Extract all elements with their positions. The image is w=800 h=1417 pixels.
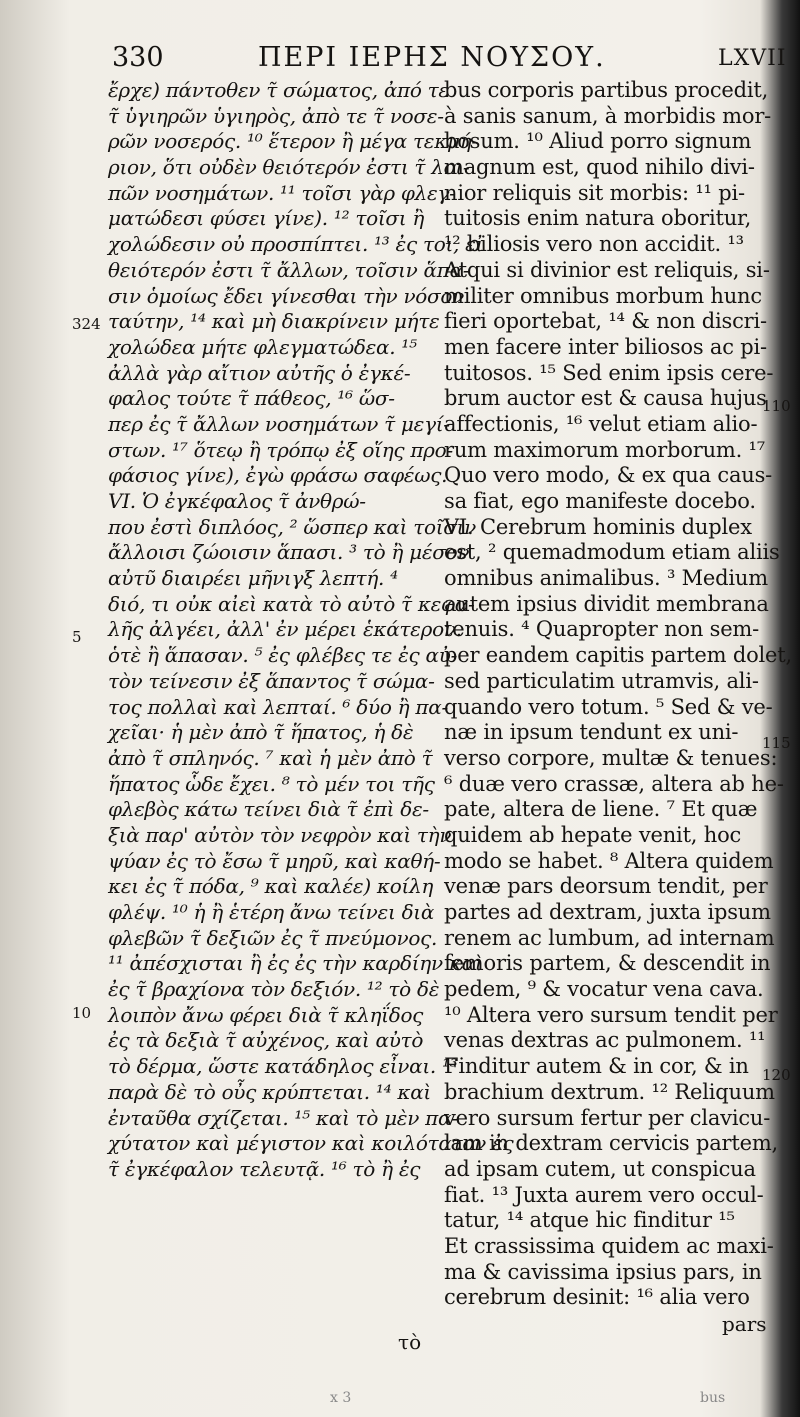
latin-text-line: à sanis sanum, à morbidis mor- — [444, 103, 772, 128]
latin-text-line: quando vero totum. ⁵ Sed & ve- — [444, 694, 773, 719]
greek-text-line: λοιπὸν ἄνω φέρει διὰ τ̃ κληΐδος — [108, 1002, 424, 1027]
greek-text-line: κει ἐς τ̃ πόδα, ⁹ καὶ καλέε) κοίλη — [108, 874, 434, 899]
section-mark: LXVII — [718, 46, 787, 71]
greek-text-line: φλεβὸς κάτω τείνει διὰ τ̃ ἐπὶ δε- — [108, 797, 429, 822]
page-header — [0, 42, 787, 78]
latin-text-line: ma & cavissima ipsius pars, in — [444, 1259, 762, 1284]
latin-text-line: tenuis. ⁴ Quapropter non sem- — [444, 617, 760, 642]
latin-text-line: Et crassissima quidem ac maxi- — [444, 1233, 774, 1258]
latin-text-line: sed particulatim utramvis, ali- — [444, 668, 759, 693]
latin-text-line: autem ipsius dividit membrana — [444, 591, 769, 616]
greek-text-line: φλεβῶν τ̃ δεξιῶν ἐς τ̃ πνεύμονος. — [108, 925, 438, 950]
latin-text-line: fieri oportebat, ¹⁴ & non discri- — [444, 309, 767, 334]
latin-catchword: pars — [722, 1312, 767, 1336]
latin-text-line: lam in dextram cervicis partem, — [444, 1131, 779, 1156]
greek-text-line: φαλος τούτε τ̃ πάθεος, ¹⁶ ὥσ- — [108, 386, 395, 411]
greek-catchword: τὸ — [398, 1330, 422, 1354]
greek-text-line: πῶν νοσημάτων. ¹¹ τοῖσι γὰρ φλεγ- — [108, 180, 456, 205]
margin-number: 10 — [72, 1004, 92, 1022]
greek-text-line: που ἐστὶ διπλόος, ² ὥσπερ καὶ τοῖσιν — [108, 514, 476, 539]
margin-number: 110 — [762, 397, 791, 415]
latin-text-line: femoris partem, & descendit in — [444, 951, 771, 976]
greek-text-line: ¹¹ ἀπέσχισται ἢ ἐς ἐς τὴν καρδίην καὶ — [108, 951, 483, 976]
page-number: 330 — [112, 42, 164, 73]
latin-text-line: bus corporis partibus procedit, — [444, 78, 769, 102]
bleed-text: bus — [700, 1390, 726, 1406]
greek-text-line: τὸν τείνεσιν ἐξ ἅπαντος τ̃ σώμα- — [108, 668, 435, 693]
greek-text-line: σιν ὁμοίως ἔδει γίνεσθαι τὴν νόσον — [108, 283, 465, 308]
latin-text-line: ¹⁰ Altera vero sursum tendit per — [444, 1002, 778, 1027]
latin-text-line: tuitosis enim natura oboritur, — [444, 206, 752, 231]
margin-number: 324 — [72, 315, 101, 333]
latin-text-line: venas dextras ac pulmonem. ¹¹ — [444, 1028, 766, 1053]
latin-text-line: bosum. ¹⁰ Aliud porro signum — [444, 129, 752, 154]
latin-text-line: Atqui si divinior est reliquis, si- — [444, 257, 770, 282]
latin-text-line: renem ac lumbum, ad internam — [444, 925, 775, 950]
latin-text-line: cerebrum desinit: ¹⁶ alia vero — [444, 1285, 750, 1310]
greek-text-line: VI. Ὁ ἐγκέφαλος τ̃ ἀνθρώ- — [108, 489, 366, 513]
greek-text-line: χύτατον καὶ μέγιστον καὶ κοιλότατον ἐς — [108, 1131, 514, 1156]
latin-text-line: magnum est, quod nihilo divi- — [444, 155, 755, 180]
greek-text-line: φάσιος γίνε), ἐγὼ φράσω σαφέως. — [108, 463, 448, 488]
greek-text-line: ριον, ὅτι οὐδὲν θειότερόν ἐστι τ̃ λοι- — [108, 155, 470, 180]
greek-text-line: λῆς ἀλγέει, ἀλλ' ἐν μέρει ἑκάτερον. — [108, 617, 462, 642]
latin-text-line: verso corpore, multæ & tenues: — [444, 745, 778, 770]
latin-text-line: est, ² quemadmodum etiam aliis — [444, 540, 780, 565]
latin-text-line: ⁶ duæ vero crassæ, altera ab he- — [444, 771, 784, 796]
greek-text-line: τος πολλαὶ καὶ λεπταί. ⁶ δύο ἢ πα- — [108, 694, 448, 719]
latin-text-line: tatur, ¹⁴ atque hic finditur ¹⁵ — [444, 1208, 735, 1233]
margin-number: 5 — [72, 628, 82, 646]
greek-text-line: ἐς τ̃ βραχίονα τὸν δεξιόν. ¹² τὸ δὲ — [108, 977, 440, 1002]
greek-text-line: διό, τι οὐκ αἰεὶ κατὰ τὸ αὐτὸ τ̃ κεφα- — [108, 591, 475, 616]
latin-text-line: rum maximorum morborum. ¹⁷ — [444, 437, 765, 462]
latin-text-line: quidem ab hepate venit, hoc — [444, 822, 742, 847]
latin-text-line: ad ipsam cutem, ut conspicua — [444, 1156, 756, 1181]
greek-text-line: ἀλλὰ γὰρ αἴτιον αὐτῆς ὁ ἐγκέ- — [108, 360, 411, 385]
greek-text-line: ψύαν ἐς τὸ ἔσω τ̃ μηρῦ, καὶ καθή- — [108, 848, 441, 873]
greek-text-line: στων. ¹⁷ ὅτεῳ ἢ τρόπῳ ἐξ οἵης προ- — [108, 437, 453, 462]
latin-text-line: brum auctor est & causa hujus — [444, 386, 767, 411]
greek-text-line: τὸ δέρμα, ὥστε κατάδηλος εἶναι. ¹³ — [108, 1054, 458, 1079]
running-title: ΠΕΡΙ ΙΕΡΗΣ ΝΟΥΣΟΥ. — [258, 42, 606, 73]
greek-text-line: χεῖαι· ἡ μὲν ἀπὸ τ̃ ἥπατος, ἡ δὲ — [108, 720, 414, 745]
latin-text-line: fiat. ¹³ Juxta aurem vero occul- — [444, 1182, 764, 1207]
latin-text-line: tuitosos. ¹⁵ Sed enim ipsis cere- — [444, 360, 774, 385]
greek-text-line: ὁτὲ ἢ ἅπασαν. ⁵ ἐς φλέβες τε ἐς αὐ- — [108, 643, 458, 668]
latin-text-line: næ in ipsum tendunt ex uni- — [444, 720, 739, 745]
margin-number: 115 — [762, 734, 791, 752]
greek-text-line: ξιὰ παρ' αὐτὸν τὸν νεφρὸν καὶ τὴν — [108, 822, 452, 847]
latin-text-line: affectionis, ¹⁶ velut etiam alio- — [444, 411, 758, 436]
greek-text-line: ἀπὸ τ̃ σπληνός. ⁷ καὶ ἡ μὲν ἀπὸ τ̃ — [108, 745, 433, 770]
margin-number: 120 — [762, 1066, 791, 1084]
bleed-text: x 3 — [330, 1390, 352, 1406]
latin-text-line: sa fiat, ego manifeste docebo. — [444, 489, 756, 513]
greek-text-line: παρὰ δὲ τὸ οὖς κρύπτεται. ¹⁴ καὶ — [108, 1079, 431, 1104]
latin-text-line: brachium dextrum. ¹² Reliquum — [444, 1079, 775, 1104]
latin-text-line: pate, altera de liene. ⁷ Et quæ — [444, 797, 758, 822]
latin-text-line: modo se habet. ⁸ Altera quidem — [444, 848, 774, 873]
greek-text-line: ρῶν νοσερός. ¹⁰ ἕτερον ἢ μέγα τεκμή- — [108, 129, 478, 154]
greek-text-line: χολώδεα μήτε φλεγματώδεα. ¹⁵ — [108, 334, 417, 359]
latin-text-line: nior reliquis sit morbis: ¹¹ pi- — [444, 180, 745, 205]
greek-text-line: ἔρχε) πάντοθεν τ̃ σώματος, ἀπό τε — [108, 78, 449, 102]
greek-text-line: φλέψ. ¹⁰ ἡ ἢ ἑτέρη ἄνω τείνει διὰ — [108, 900, 435, 924]
latin-text-line: men facere inter biliosos ac pi- — [444, 334, 767, 359]
latin-text-line: venæ pars deorsum tendit, per — [444, 874, 768, 899]
greek-column — [108, 78, 514, 1183]
latin-text-line: Finditur autem & in cor, & in — [444, 1054, 749, 1079]
latin-text-line: per eandem capitis partem dolet, — [444, 643, 792, 668]
latin-text-line: VI. Cerebrum hominis duplex — [444, 514, 752, 539]
greek-text-line: ἐνταῦθα σχίζεται. ¹⁵ καὶ τὸ μὲν πα- — [108, 1105, 458, 1130]
greek-text-line: τ̃ ἐγκέφαλον τελευτᾷ. ¹⁶ τὸ ἢ ἐς — [108, 1156, 421, 1181]
greek-text-line: χολώδεσιν οὐ προσπίπτει. ¹³ ἐς τοι, εἰ — [108, 232, 484, 257]
greek-text-line: ἥπατος ὧδε ἔχει. ⁸ τὸ μέν τοι τῆς — [108, 771, 435, 796]
latin-text-line: vero sursum fertur per clavicu- — [444, 1105, 771, 1130]
latin-text-line: ¹² biliosis vero non accidit. ¹³ — [444, 232, 744, 257]
greek-text-line: ἐς τὰ δεξιὰ τ̃ αὐχένος, καὶ αὐτὸ — [108, 1028, 424, 1053]
greek-text-line: θειότερόν ἐστι τ̃ ἄλλων, τοῖσιν ἅπα- — [108, 257, 470, 282]
greek-text-line: τ̃ ὑγιηρῶν ὑγιηρὸς, ἀπὸ τε τ̃ νοσε- — [108, 103, 444, 128]
latin-text-line: militer omnibus morbum hunc — [444, 283, 762, 308]
greek-text-line: αὐτῦ διαιρέει μῆνιγξ λεπτή. ⁴ — [108, 566, 398, 591]
latin-text-line: partes ad dextram, juxta ipsum — [444, 900, 771, 924]
greek-text-line: ματώδεσι φύσει γίνε). ¹² τοῖσι ἢ — [108, 206, 425, 231]
greek-text-line: ἄλλοισι ζώοισιν ἅπασι. ³ τὸ ἢ μέσον — [108, 540, 470, 565]
greek-text-line: περ ἐς τ̃ ἄλλων νοσημάτων τ̃ μεγί- — [108, 411, 450, 436]
latin-text-line: omnibus animalibus. ³ Medium — [444, 566, 768, 591]
latin-text-line: pedem, ⁹ & vocatur vena cava. — [444, 977, 764, 1002]
greek-text-line: ταύτην, ¹⁴ καὶ μὴ διακρίνειν μήτε — [108, 309, 440, 334]
latin-text-line: Quo vero modo, & ex qua caus- — [444, 463, 773, 488]
